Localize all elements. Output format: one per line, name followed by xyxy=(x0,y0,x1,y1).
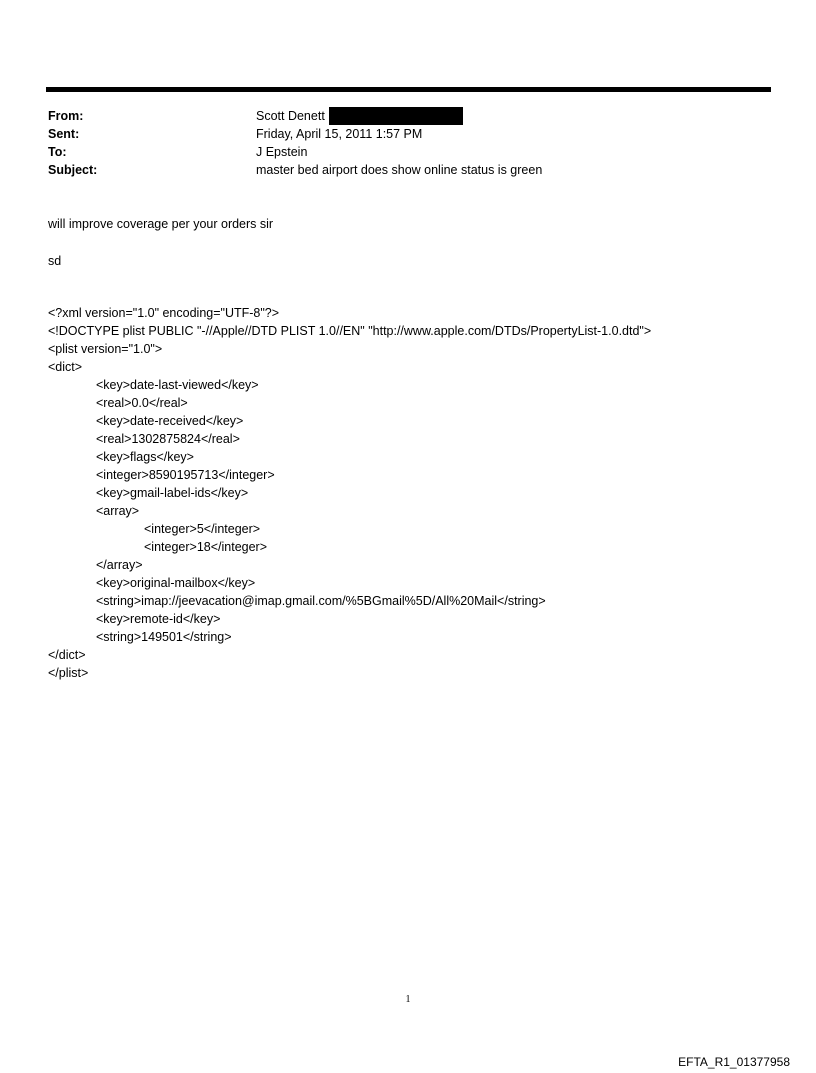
plist-code-block xyxy=(48,304,651,682)
code-line: <string>149501</string> xyxy=(96,630,232,644)
code-line: <key>flags</key> xyxy=(96,450,194,464)
code-line: <key>gmail-label-ids</key> xyxy=(96,486,249,500)
to-label: To: xyxy=(48,145,67,159)
code-line: <plist version="1.0"> xyxy=(48,342,163,356)
sent-label: Sent: xyxy=(48,127,80,141)
code-line: <array> xyxy=(96,504,140,518)
sent-row xyxy=(48,125,768,143)
code-line: <real>1302875824</real> xyxy=(96,432,240,446)
code-line: <key>date-received</key> xyxy=(96,414,244,428)
document-id: EFTA_R1_01377958 xyxy=(678,1055,790,1069)
code-line: <?xml version="1.0" encoding="UTF-8"?> xyxy=(48,306,280,320)
page-number: 1 xyxy=(405,994,411,1005)
subject-row xyxy=(48,161,768,179)
header-divider xyxy=(46,87,771,92)
code-line: </dict> xyxy=(48,648,86,662)
code-line: <integer>8590195713</integer> xyxy=(96,468,275,482)
code-line: <key>original-mailbox</key> xyxy=(96,576,256,590)
code-line: </array> xyxy=(96,558,143,572)
code-line: </plist> xyxy=(48,666,89,680)
code-line: <key>remote-id</key> xyxy=(96,612,221,626)
redaction-box xyxy=(329,107,463,125)
code-line: <key>date-last-viewed</key> xyxy=(96,378,259,392)
code-line: <real>0.0</real> xyxy=(96,396,188,410)
from-row xyxy=(48,107,768,125)
subject-value: master bed airport does show online status is green xyxy=(256,163,543,177)
to-row xyxy=(48,143,768,161)
code-line: <!DOCTYPE plist PUBLIC "-//Apple//DTD PLIST 1.0//EN" "http://www.apple.com/DTDs/PropertyList-1.0.dtd"> xyxy=(48,324,652,338)
sent-value: Friday, April 15, 2011 1:57 PM xyxy=(256,127,423,141)
from-label: From: xyxy=(48,109,84,123)
code-line: <integer>18</integer> xyxy=(144,540,268,554)
code-line: <string>imap://jeevacation@imap.gmail.com/%5BGmail%5D/All%20Mail</string> xyxy=(96,594,546,608)
code-line: <integer>5</integer> xyxy=(144,522,261,536)
to-value: J Epstein xyxy=(256,145,308,159)
email-header xyxy=(48,107,768,179)
from-value xyxy=(256,107,463,126)
body-signature: sd xyxy=(48,254,62,268)
code-line: <dict> xyxy=(48,360,83,374)
subject-label: Subject: xyxy=(48,163,98,177)
from-name: Scott Denett xyxy=(256,109,325,123)
body-line-1: will improve coverage per your orders sir xyxy=(48,217,274,231)
